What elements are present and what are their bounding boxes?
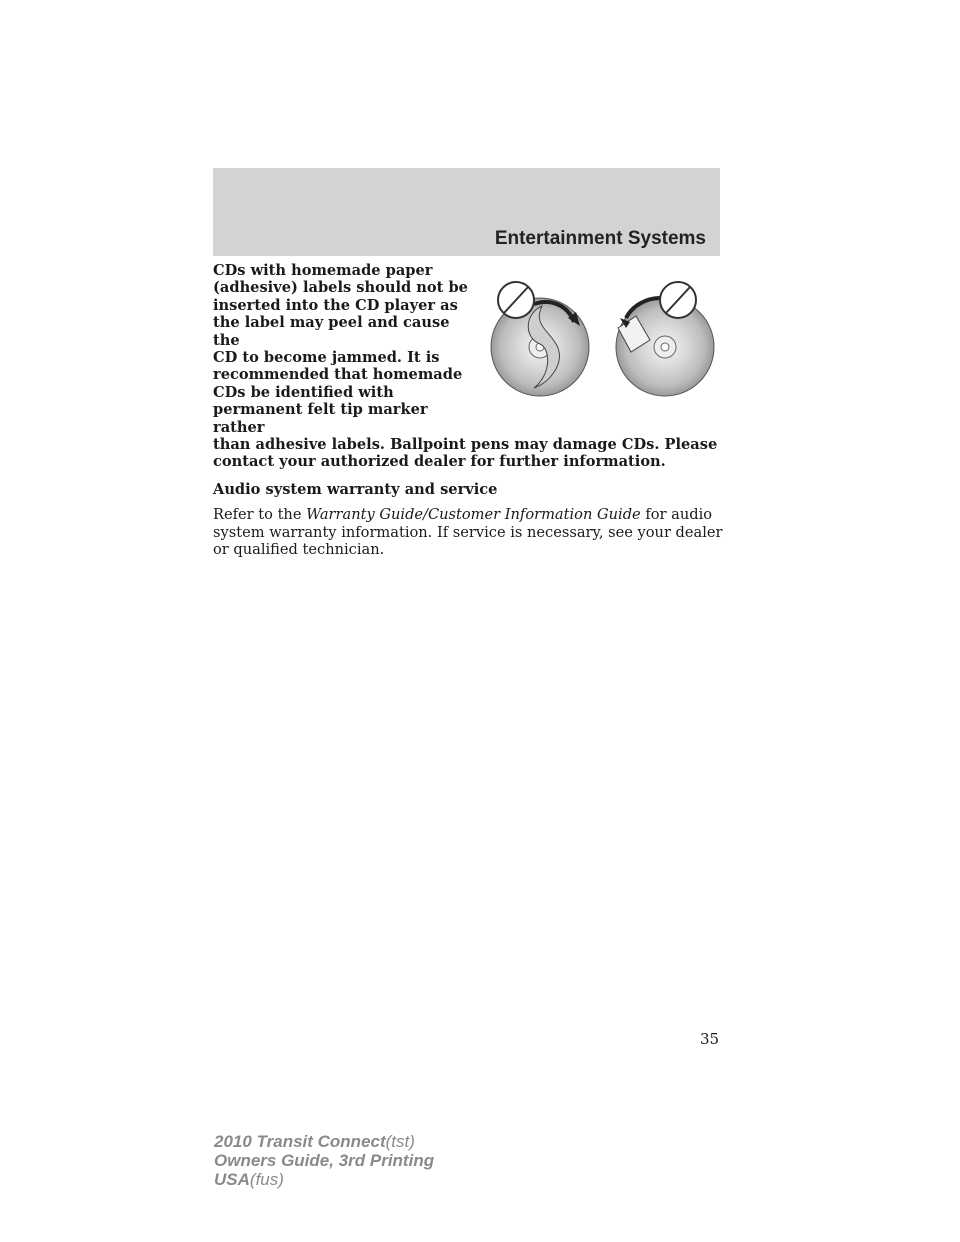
cd-with-adhesive-label-icon [616, 282, 714, 396]
footer-market-code: (fus) [249, 1170, 284, 1189]
footer-printing: Owners Guide, 3rd Printing [214, 1151, 435, 1170]
footer-model-code: (tst) [385, 1132, 415, 1151]
text-line: contact your authorized dealer for further information. [213, 453, 666, 471]
text-line: (adhesive) labels should not be [213, 279, 468, 297]
section-header [213, 168, 720, 256]
guide-title: Warranty Guide/Customer Information Guide [306, 506, 641, 524]
page-number: 35 [700, 1030, 720, 1048]
text-line: CDs with homemade paper [213, 262, 433, 279]
document-footer [214, 1132, 434, 1189]
cd-label-illustration [490, 278, 721, 398]
text-line: than adhesive labels. Ballpoint pens may damage CDs. Please [213, 436, 718, 454]
text-line: inserted into the CD player as [213, 296, 458, 314]
cd-label-warning [213, 262, 475, 436]
footer-market: USA [214, 1170, 250, 1189]
text-run: Refer to the [213, 506, 307, 524]
warranty-heading: Audio system warranty and service [213, 480, 498, 498]
text-line: the label may peel and cause the [213, 314, 450, 349]
cd-with-peeling-label-icon [491, 282, 589, 396]
cd-label-warning-continued [213, 436, 723, 471]
section-title: Entertainment Systems [494, 228, 706, 249]
text-line: permanent felt tip marker rather [213, 401, 428, 436]
warranty-paragraph [213, 506, 723, 558]
text-run: for audio system warranty information. If service is necessary, see your dealer or qualified technician. [213, 506, 723, 559]
footer-model: 2010 Transit Connect [214, 1132, 386, 1151]
text-line: CD to become jammed. It is [213, 349, 440, 367]
text-line: recommended that homemade [213, 366, 463, 384]
text-line: CDs be identified with [213, 383, 394, 401]
